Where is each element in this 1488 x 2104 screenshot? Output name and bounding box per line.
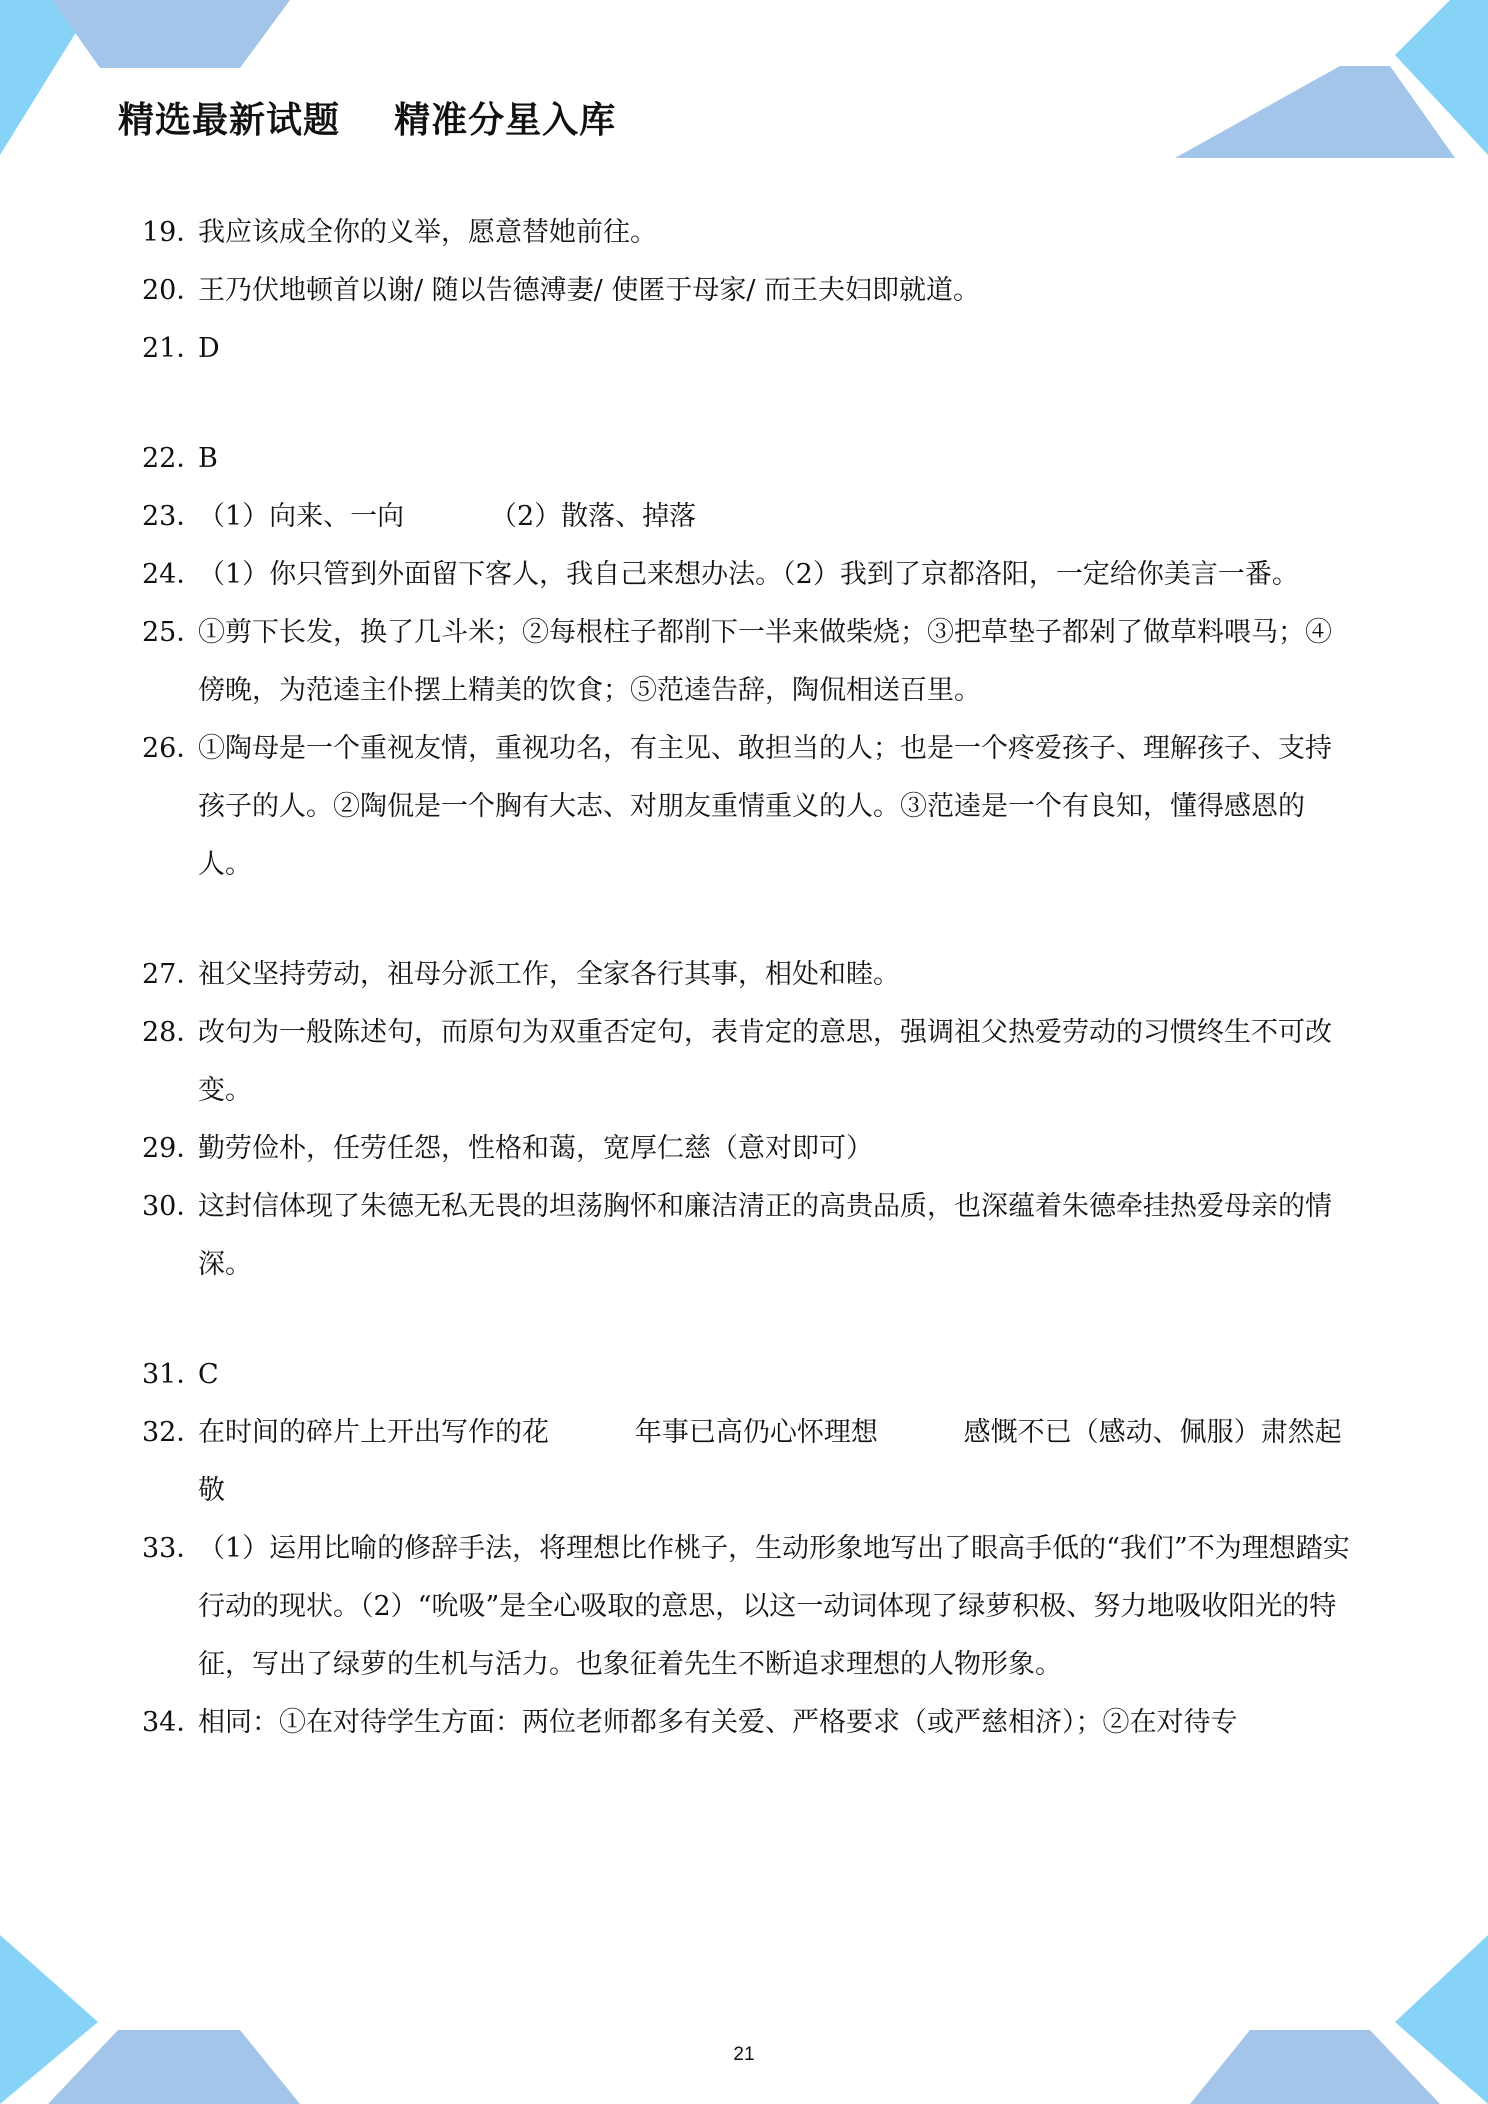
answer-item-28: [142, 1004, 1357, 1120]
section-gap: [142, 1294, 1357, 1346]
answer-text: 相同：①在对待学生方面：两位老师都多有关爱、严格要求（或严慈相济）；②在对待专: [198, 1707, 1238, 1738]
header-title: 精选最新试题 精准分星入库: [118, 100, 617, 141]
answer-item-27: [142, 946, 1357, 1004]
answer-item-19: [142, 204, 1357, 262]
answer-item-20: [142, 262, 1357, 320]
answer-number: 31．: [142, 1359, 204, 1390]
answer-item-22: [142, 430, 1357, 488]
answer-text: ①陶母是一个重视友情，重视功名，有主见、敢担当的人；也是一个疼爱孩子、理解孩子、支持孩子的人。②陶侃是一个胸有大志、对朋友重情重义的人。③范逵是一个有良知，懂得感恩的人。: [198, 733, 1332, 880]
answer-number: 30．: [142, 1191, 204, 1222]
answer-text: ①剪下长发，换了几斗米；②每根柱子都削下一半来做柴烧；③把草垫子都剁了做草料喂马；④傍晚，为范逵主仆摆上精美的饮食；⑤范逵告辞，陶侃相送百里。: [198, 617, 1332, 706]
answer-text: 在时间的碎片上开出写作的花 年事已高仍心怀理想 感慨不已（感动、佩服）肃然起敬: [198, 1417, 1342, 1506]
answer-number: 33．: [142, 1533, 204, 1564]
answer-item-33: [142, 1520, 1357, 1694]
answer-item-24: [142, 546, 1357, 604]
answer-item-21: [142, 320, 1357, 378]
answer-text: B: [198, 443, 218, 474]
answer-number: 26．: [142, 733, 204, 764]
answer-text: （1）你只管到外面留下客人，我自己来想办法。（2）我到了京都洛阳，一定给你美言一番。: [198, 559, 1299, 590]
answer-item-26: [142, 720, 1357, 894]
top-right-decoration: [1175, 0, 1488, 158]
answer-text: 改句为一般陈述句，而原句为双重否定句，表肯定的意思，强调祖父热爱劳动的习惯终生不可改变。: [198, 1017, 1332, 1106]
answer-item-32: [142, 1404, 1357, 1520]
answer-text: 王乃伏地顿首以谢/ 随以告德溥妻/ 使匿于母家/ 而王夫妇即就道。: [198, 275, 981, 306]
answer-text: D: [198, 333, 220, 364]
answer-item-23: [142, 488, 1357, 546]
answer-text: （1）运用比喻的修辞手法，将理想比作桃子，生动形象地写出了眼高手低的“我们”不为理想踏实行动的现状。（2）“吮吸”是全心吸取的意思，以这一动词体现了绿萝积极、努力地吸收阳光的特征，写出了绿萝的生机与活力。也象征着先生不断追求理想的人物形象。: [198, 1533, 1350, 1680]
answer-number: 19．: [142, 217, 204, 248]
answer-text: （1）向来、一向 （2）散落、掉落: [198, 501, 697, 532]
answer-number: 34．: [142, 1707, 204, 1738]
answer-item-29: [142, 1120, 1357, 1178]
section-gap: [142, 378, 1357, 430]
answer-number: 23．: [142, 501, 204, 532]
answer-text: 祖父坚持劳动，祖母分派工作，全家各行其事，相处和睦。: [198, 959, 900, 990]
section-gap: [142, 894, 1357, 946]
answer-number: 25．: [142, 617, 204, 648]
answer-number: 32．: [142, 1417, 204, 1448]
bottom-right-decoration: [1190, 1935, 1488, 2104]
bottom-left-decoration: [0, 1935, 300, 2104]
answer-number: 27．: [142, 959, 204, 990]
answer-number: 22．: [142, 443, 204, 474]
answer-text: 我应该成全你的义举，愿意替她前往。: [198, 217, 657, 248]
page-number: 21: [733, 2044, 755, 2065]
answer-number: 21．: [142, 333, 204, 364]
answer-item-34: [142, 1694, 1357, 1752]
answer-number: 28．: [142, 1017, 204, 1048]
answer-item-31: [142, 1346, 1357, 1404]
answer-item-25: [142, 604, 1357, 720]
answer-number: 29．: [142, 1133, 204, 1164]
answer-number: 20．: [142, 275, 204, 306]
answer-text: 这封信体现了朱德无私无畏的坦荡胸怀和廉洁清正的高贵品质，也深蕴着朱德牵挂热爱母亲的情深。: [198, 1191, 1332, 1280]
answer-text: 勤劳俭朴，任劳任怨，性格和蔼，宽厚仁慈（意对即可）: [198, 1133, 873, 1164]
answer-item-30: [142, 1178, 1357, 1294]
answer-list: [142, 204, 1357, 1752]
answer-number: 24．: [142, 559, 204, 590]
answer-text: C: [198, 1359, 219, 1390]
